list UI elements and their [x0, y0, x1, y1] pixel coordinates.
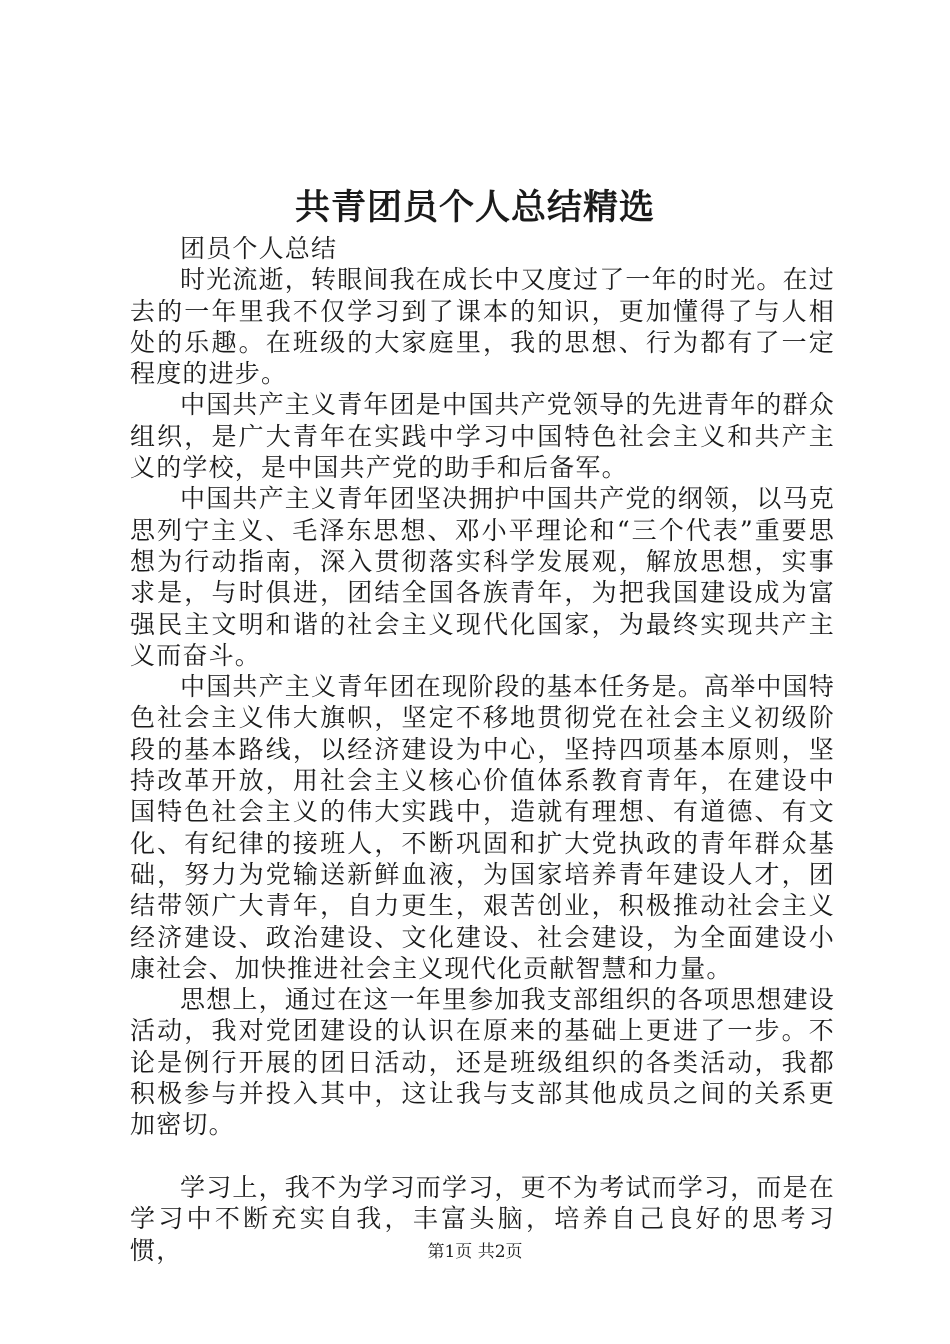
paragraph-league-program: 中国共产主义青年团坚决拥护中国共产党的纲领，以马克思列宁主义、毛泽东思想、邓小平理论和“三个代表”重要思想为行动指南，深入贯彻落实科学发展观，解放思想，实事求是，与时俱进，团结全国各族青年，为把我国建设成为富强民主文明和谐的社会主义现代化国家，为最终实现共产主义而奋斗。: [130, 484, 836, 670]
paragraph-thought: 思想上，通过在这一年里参加我支部组织的各项思想建设活动，我对党团建设的认识在原来的基础上更进了一步。不论是例行开展的团日活动，还是班级组织的各类活动，我都积极参与并投入其中，这让我与支部其他成员之间的关系更加密切。: [130, 985, 836, 1140]
paragraph-league-definition: 中国共产主义青年团是中国共产党领导的先进青年的群众组织，是广大青年在实践中学习中国特色社会主义和共产主义的学校，是中国共产党的助手和后备军。: [130, 390, 836, 483]
paragraph-league-tasks: 中国共产主义青年团在现阶段的基本任务是。高举中国特色社会主义伟大旗帜，坚定不移地贯彻党在社会主义初级阶段的基本路线，以经济建设为中心，坚持四项基本原则，坚持改革开放，用社会主义核心价值体系教育青年，在建设中国特色社会主义的伟大实践中，造就有理想、有道德、有文化、有纪律的接班人，不断巩固和扩大党执政的青年群众基础，努力为党输送新鲜血液，为国家培养青年建设人才，团结带领广大青年，自力更生，艰苦创业，积极推动社会主义经济建设、政治建设、文化建设、社会建设，为全面建设小康社会、加快推进社会主义现代化贡献智慧和力量。: [130, 672, 836, 983]
page-footer: 第1页 共2页: [427, 1242, 523, 1262]
document-title: 共青团员个人总结精选: [294, 187, 655, 228]
paragraph-intro: 时光流逝，转眼间我在成长中又度过了一年的时光。在过去的一年里我不仅学习到了课本的知识，更加懂得了与人相处的乐趣。在班级的大家庭里，我的思想、行为都有了一定程度的进步。: [130, 265, 836, 389]
paragraph-spacer: [130, 1141, 835, 1172]
section-subtitle: 团员个人总结: [180, 234, 338, 263]
document-body: [130, 233, 835, 1266]
paragraph-study: 学习上，我不为学习而学习，更不为考试而学习，而是在学习中不断充实自我，丰富头脑，培养自己良好的思考习惯，: [130, 1172, 836, 1265]
